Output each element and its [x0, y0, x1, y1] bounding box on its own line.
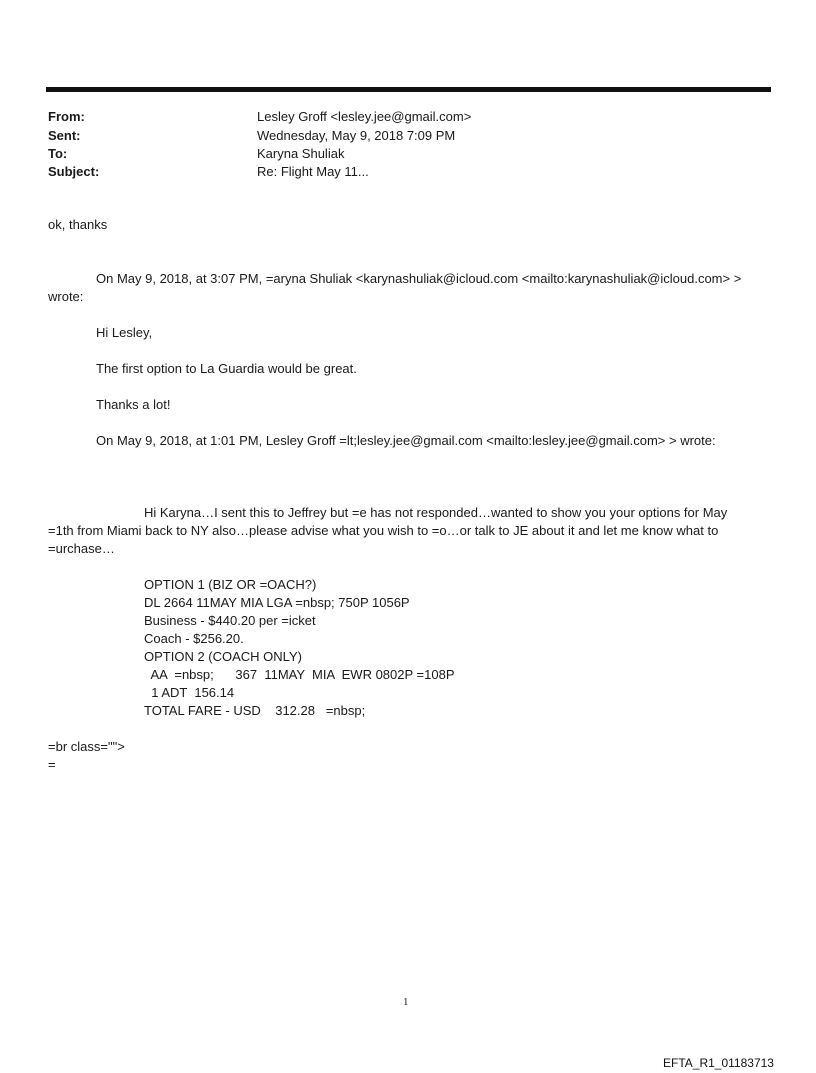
quote2-header: On May 9, 2018, at 1:01 PM, Lesley Groff =lt;lesley.jee@gmail.com <mailto:lesley.jee@gmail.com> > wrote:	[96, 433, 716, 448]
option2-flight: AA =nbsp; 367 11MAY MIA EWR 0802P =108P	[144, 667, 455, 682]
option1-business: Business - $440.20 per =icket	[144, 613, 316, 628]
option2-total: TOTAL FARE - USD 312.28 =nbsp;	[144, 703, 366, 718]
from-label: From:	[48, 109, 85, 124]
page-number: 1	[403, 996, 409, 1008]
br-artifact: =br class="">	[48, 739, 125, 754]
from-value: Lesley Groff <lesley.jee@gmail.com>	[257, 109, 472, 124]
option1-title: OPTION 1 (BIZ OR =OACH?)	[144, 577, 317, 592]
option2-adt: 1 ADT 156.14	[144, 685, 235, 700]
greeting-text: Hi Lesley,	[96, 325, 153, 340]
to-label: To:	[48, 146, 68, 161]
sent-value: Wednesday, May 9, 2018 7:09 PM	[257, 128, 456, 143]
sent-label: Sent:	[48, 128, 81, 143]
to-value: Karyna Shuliak	[257, 146, 345, 161]
quote1-wrote: wrote:	[48, 289, 84, 304]
subject-value: Re: Flight May 11...	[257, 164, 369, 179]
message-line-1: Hi Karyna…I sent this to Jeffrey but =e has not responded…wanted to show you your options for May	[144, 505, 728, 520]
option2-title: OPTION 2 (COACH ONLY)	[144, 649, 302, 664]
message-line-3: =urchase…	[48, 541, 115, 556]
message-line-2: =1th from Miami back to NY also…please advise what you wish to =o…or talk to JE about it and let me know what to	[48, 523, 719, 538]
subject-label: Subject:	[48, 164, 100, 179]
equals-artifact: =	[48, 757, 56, 772]
thanks-text: Thanks a lot!	[96, 397, 171, 412]
option1-flight: DL 2664 11MAY MIA LGA =nbsp; 750P 1056P	[144, 595, 410, 610]
option1-coach: Coach - $256.20.	[144, 631, 244, 646]
header-rule	[46, 87, 771, 92]
document-id: EFTA_R1_01183713	[663, 1056, 774, 1070]
quote1-header: On May 9, 2018, at 3:07 PM, =aryna Shuliak <karynashuliak@icloud.com <mailto:karynashuliak@icloud.com> >	[96, 271, 742, 286]
option-choice-text: The first option to La Guardia would be great.	[96, 361, 357, 376]
reply-text: ok, thanks	[48, 217, 108, 232]
